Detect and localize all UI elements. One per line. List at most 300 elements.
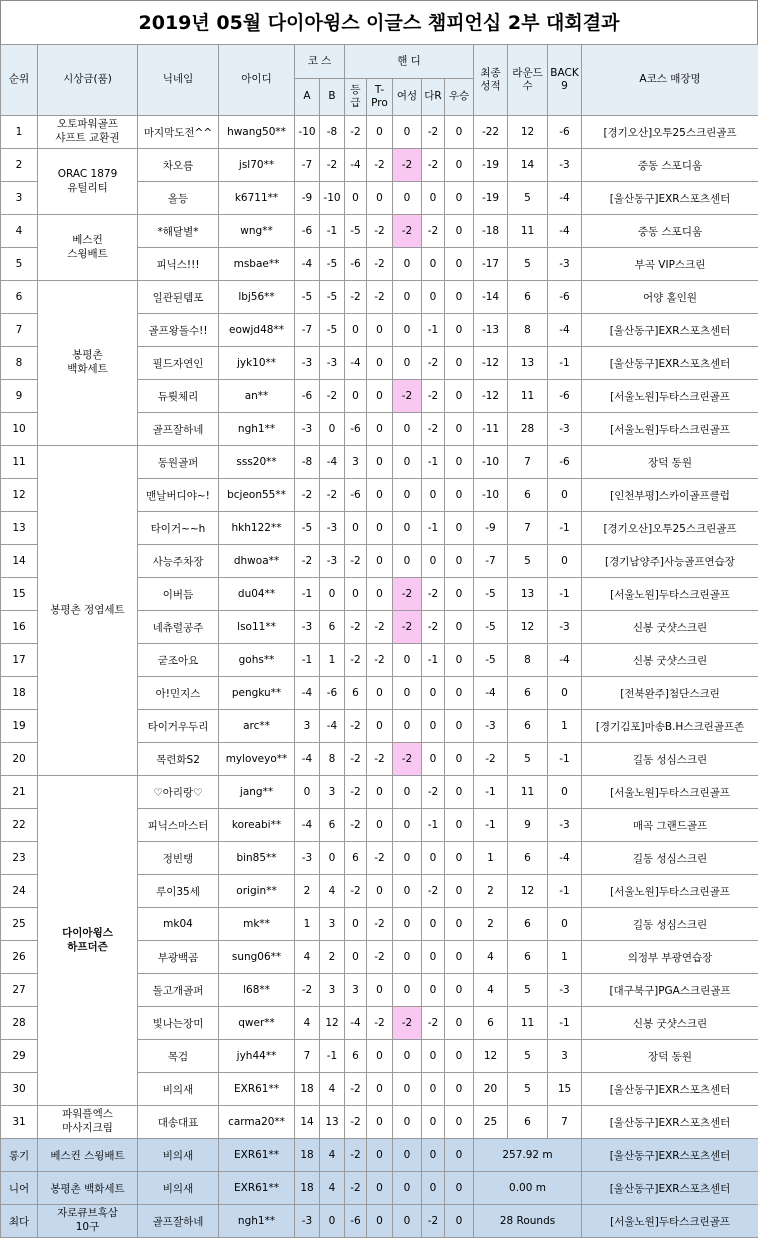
course-a-cell: 18 bbox=[295, 1073, 320, 1106]
rank-cell: 31 bbox=[1, 1106, 38, 1139]
course-b-cell: -8 bbox=[320, 116, 345, 149]
multi-round-cell: -1 bbox=[422, 644, 445, 677]
rounds-cell: 6 bbox=[508, 281, 548, 314]
course-a-cell: 1 bbox=[295, 908, 320, 941]
course-b-cell: -3 bbox=[320, 512, 345, 545]
female-cell: 0 bbox=[393, 1172, 422, 1205]
win-cell: 0 bbox=[445, 347, 474, 380]
course-b-cell: -2 bbox=[320, 149, 345, 182]
rounds-cell: 6 bbox=[508, 1106, 548, 1139]
back9-cell: 15 bbox=[548, 1073, 582, 1106]
multi-round-cell: -1 bbox=[422, 446, 445, 479]
tpro-cell: 0 bbox=[367, 116, 393, 149]
rounds-cell: 14 bbox=[508, 149, 548, 182]
award-label-cell: 최다 bbox=[1, 1205, 38, 1238]
final-score-cell: -11 bbox=[474, 413, 508, 446]
store-cell: [서울노원]두타스크린골프 bbox=[582, 776, 758, 809]
nickname-cell: 목련화S2 bbox=[138, 743, 219, 776]
header-win: 우승 bbox=[445, 79, 474, 116]
id-cell: sung06** bbox=[219, 941, 295, 974]
tpro-cell: 0 bbox=[367, 875, 393, 908]
nickname-cell: *해달별* bbox=[138, 215, 219, 248]
id-cell: pengku** bbox=[219, 677, 295, 710]
female-cell: 0 bbox=[393, 347, 422, 380]
final-score-cell: -1 bbox=[474, 776, 508, 809]
course-b-cell: -5 bbox=[320, 281, 345, 314]
nickname-cell: 듀륏체리 bbox=[138, 380, 219, 413]
id-cell: wng** bbox=[219, 215, 295, 248]
multi-round-cell: 0 bbox=[422, 908, 445, 941]
female-cell: 0 bbox=[393, 776, 422, 809]
tpro-cell: 0 bbox=[367, 380, 393, 413]
multi-round-cell: 0 bbox=[422, 1172, 445, 1205]
course-b-cell: 4 bbox=[320, 1172, 345, 1205]
nickname-cell: 차오름 bbox=[138, 149, 219, 182]
id-cell: carma20** bbox=[219, 1106, 295, 1139]
grade-cell: -2 bbox=[345, 611, 367, 644]
multi-round-cell: 0 bbox=[422, 1040, 445, 1073]
rounds-cell: 11 bbox=[508, 1007, 548, 1040]
grade-cell: -6 bbox=[345, 479, 367, 512]
final-score-cell: -10 bbox=[474, 446, 508, 479]
course-a-cell: 4 bbox=[295, 1007, 320, 1040]
tpro-cell: 0 bbox=[367, 1106, 393, 1139]
grade-cell: -6 bbox=[345, 1205, 367, 1238]
tpro-cell: 0 bbox=[367, 1073, 393, 1106]
win-cell: 0 bbox=[445, 149, 474, 182]
id-cell: l68** bbox=[219, 974, 295, 1007]
win-cell: 0 bbox=[445, 413, 474, 446]
back9-cell: -3 bbox=[548, 809, 582, 842]
store-cell: 길동 성심스크린 bbox=[582, 842, 758, 875]
store-cell: [울산동구]EXR스포츠센터 bbox=[582, 1106, 758, 1139]
final-score-cell: -7 bbox=[474, 545, 508, 578]
store-cell: [서울노원]두타스크린골프 bbox=[582, 875, 758, 908]
course-a-cell: 7 bbox=[295, 1040, 320, 1073]
multi-round-cell: -2 bbox=[422, 1007, 445, 1040]
award-prize-cell bbox=[38, 1205, 138, 1238]
final-score-cell: -12 bbox=[474, 347, 508, 380]
prize-cell bbox=[38, 116, 138, 149]
id-cell: msbae** bbox=[219, 248, 295, 281]
grade-cell: -2 bbox=[345, 710, 367, 743]
win-cell: 0 bbox=[445, 578, 474, 611]
tpro-cell: -2 bbox=[367, 908, 393, 941]
win-cell: 0 bbox=[445, 1007, 474, 1040]
store-cell: 의정부 부광연습장 bbox=[582, 941, 758, 974]
back9-cell: -1 bbox=[548, 1007, 582, 1040]
store-cell: 신봉 굿샷스크린 bbox=[582, 1007, 758, 1040]
page-title: 2019년 05월 다이아윙스 이글스 챔피언십 2부 대회결과 bbox=[0, 0, 758, 44]
store-cell: [울산동구]EXR스포츠센터 bbox=[582, 1073, 758, 1106]
multi-round-cell: 0 bbox=[422, 479, 445, 512]
header-multi-round: 다R bbox=[422, 79, 445, 116]
multi-round-cell: -1 bbox=[422, 314, 445, 347]
tpro-cell: -2 bbox=[367, 248, 393, 281]
tpro-cell: -2 bbox=[367, 941, 393, 974]
store-cell: 신봉 굿샷스크린 bbox=[582, 611, 758, 644]
course-a-cell: -3 bbox=[295, 413, 320, 446]
course-a-cell: -1 bbox=[295, 644, 320, 677]
course-b-cell: 2 bbox=[320, 941, 345, 974]
rounds-cell: 6 bbox=[508, 677, 548, 710]
back9-cell: 0 bbox=[548, 545, 582, 578]
female-cell: 0 bbox=[393, 446, 422, 479]
grade-cell: 3 bbox=[345, 446, 367, 479]
final-score-cell: -5 bbox=[474, 578, 508, 611]
id-cell: EXR61** bbox=[219, 1139, 295, 1172]
back9-cell: 0 bbox=[548, 479, 582, 512]
final-score-cell: -19 bbox=[474, 149, 508, 182]
multi-round-cell: 0 bbox=[422, 545, 445, 578]
course-a-cell: -2 bbox=[295, 974, 320, 1007]
multi-round-cell: 0 bbox=[422, 941, 445, 974]
course-b-cell: -1 bbox=[320, 1040, 345, 1073]
table-row bbox=[1, 116, 758, 149]
female-cell: 0 bbox=[393, 1073, 422, 1106]
final-score-cell: 1 bbox=[474, 842, 508, 875]
tpro-cell: 0 bbox=[367, 545, 393, 578]
rounds-cell: 8 bbox=[508, 644, 548, 677]
rank-cell: 23 bbox=[1, 842, 38, 875]
prize-cell bbox=[38, 776, 138, 1106]
multi-round-cell: 0 bbox=[422, 710, 445, 743]
rank-cell: 27 bbox=[1, 974, 38, 1007]
course-b-cell: 0 bbox=[320, 413, 345, 446]
course-a-cell: -5 bbox=[295, 512, 320, 545]
rank-cell: 7 bbox=[1, 314, 38, 347]
nickname-cell: 정빈탱 bbox=[138, 842, 219, 875]
course-a-cell: -8 bbox=[295, 446, 320, 479]
multi-round-cell: -2 bbox=[422, 578, 445, 611]
back9-cell: 3 bbox=[548, 1040, 582, 1073]
grade-cell: 0 bbox=[345, 578, 367, 611]
id-cell: sss20** bbox=[219, 446, 295, 479]
course-b-cell: -5 bbox=[320, 248, 345, 281]
nickname-cell: 동원골퍼 bbox=[138, 446, 219, 479]
award-prize-cell: 봉평촌 백화세트 bbox=[38, 1172, 138, 1205]
win-cell: 0 bbox=[445, 1040, 474, 1073]
id-cell: hwang50** bbox=[219, 116, 295, 149]
course-b-cell: 8 bbox=[320, 743, 345, 776]
grade-cell: 0 bbox=[345, 314, 367, 347]
rank-cell: 14 bbox=[1, 545, 38, 578]
course-b-cell: -2 bbox=[320, 380, 345, 413]
header-prize: 시상금(품) bbox=[38, 45, 138, 116]
id-cell: myloveyo** bbox=[219, 743, 295, 776]
final-score-cell: 4 bbox=[474, 974, 508, 1007]
nickname-cell: 목검 bbox=[138, 1040, 219, 1073]
award-label-cell: 니어 bbox=[1, 1172, 38, 1205]
back9-cell: -3 bbox=[548, 974, 582, 1007]
store-cell: [울산동구]EXR스포츠센터 bbox=[582, 314, 758, 347]
grade-cell: -2 bbox=[345, 1139, 367, 1172]
multi-round-cell: -2 bbox=[422, 875, 445, 908]
course-a-cell: 4 bbox=[295, 941, 320, 974]
rounds-cell: 12 bbox=[508, 611, 548, 644]
award-prize-text: 자로큐브흑삼 bbox=[57, 1207, 118, 1219]
back9-cell: -6 bbox=[548, 281, 582, 314]
course-b-cell: 0 bbox=[320, 842, 345, 875]
id-cell: bin85** bbox=[219, 842, 295, 875]
back9-cell: -1 bbox=[548, 875, 582, 908]
multi-round-cell: 0 bbox=[422, 677, 445, 710]
female-cell: 0 bbox=[393, 1205, 422, 1238]
rank-cell: 11 bbox=[1, 446, 38, 479]
course-a-cell: -6 bbox=[295, 215, 320, 248]
win-cell: 0 bbox=[445, 1205, 474, 1238]
nickname-cell: 피닉스!!! bbox=[138, 248, 219, 281]
grade-cell: -2 bbox=[345, 1172, 367, 1205]
nickname-cell: 비의새 bbox=[138, 1073, 219, 1106]
header-final: 최종 성적 bbox=[474, 45, 508, 116]
female-cell: 0 bbox=[393, 1106, 422, 1139]
grade-cell: -6 bbox=[345, 248, 367, 281]
nickname-cell: 맨날버디야~! bbox=[138, 479, 219, 512]
win-cell: 0 bbox=[445, 776, 474, 809]
final-score-cell: -5 bbox=[474, 644, 508, 677]
nickname-cell: 네츄럴공주 bbox=[138, 611, 219, 644]
course-b-cell: 4 bbox=[320, 875, 345, 908]
grade-cell: 6 bbox=[345, 842, 367, 875]
nickname-cell: 필드자연인 bbox=[138, 347, 219, 380]
award-prize-text: 10구 bbox=[76, 1221, 100, 1233]
course-b-cell: 3 bbox=[320, 776, 345, 809]
rank-cell: 8 bbox=[1, 347, 38, 380]
header-store: A코스 매장명 bbox=[582, 45, 758, 116]
rounds-cell: 6 bbox=[508, 842, 548, 875]
rounds-cell: 6 bbox=[508, 710, 548, 743]
back9-cell: 1 bbox=[548, 710, 582, 743]
nickname-cell: 굳조아요 bbox=[138, 644, 219, 677]
store-cell: 장덕 동원 bbox=[582, 1040, 758, 1073]
course-a-cell: 14 bbox=[295, 1106, 320, 1139]
win-cell: 0 bbox=[445, 1073, 474, 1106]
rank-cell: 29 bbox=[1, 1040, 38, 1073]
back9-cell: -4 bbox=[548, 215, 582, 248]
win-cell: 0 bbox=[445, 380, 474, 413]
rank-cell: 20 bbox=[1, 743, 38, 776]
header-rounds: 라운드 수 bbox=[508, 45, 548, 116]
store-cell: 중동 스포디움 bbox=[582, 215, 758, 248]
rounds-cell: 11 bbox=[508, 776, 548, 809]
nickname-cell: 골프잘하네 bbox=[138, 413, 219, 446]
tpro-cell: 0 bbox=[367, 776, 393, 809]
tpro-cell: 0 bbox=[367, 677, 393, 710]
table-row bbox=[1, 446, 758, 479]
course-b-cell: -2 bbox=[320, 479, 345, 512]
prize-text: 마사지크림 bbox=[62, 1122, 113, 1134]
final-score-cell: -17 bbox=[474, 248, 508, 281]
multi-round-cell: -1 bbox=[422, 512, 445, 545]
grade-cell: 0 bbox=[345, 380, 367, 413]
female-cell: 0 bbox=[393, 281, 422, 314]
back9-cell: -3 bbox=[548, 413, 582, 446]
course-a-cell: -2 bbox=[295, 479, 320, 512]
final-score-cell: -12 bbox=[474, 380, 508, 413]
female-cell: 0 bbox=[393, 644, 422, 677]
win-cell: 0 bbox=[445, 710, 474, 743]
course-b-cell: 6 bbox=[320, 809, 345, 842]
tpro-cell: 0 bbox=[367, 578, 393, 611]
course-b-cell: 6 bbox=[320, 611, 345, 644]
grade-cell: -5 bbox=[345, 215, 367, 248]
store-cell: [경기오산]오투25스크린골프 bbox=[582, 116, 758, 149]
female-cell: 0 bbox=[393, 479, 422, 512]
final-score-cell: -18 bbox=[474, 215, 508, 248]
id-cell: EXR61** bbox=[219, 1073, 295, 1106]
course-a-cell: -4 bbox=[295, 809, 320, 842]
course-b-cell: 12 bbox=[320, 1007, 345, 1040]
prize-cell bbox=[38, 1106, 138, 1139]
multi-round-cell: -2 bbox=[422, 776, 445, 809]
prize-text: 봉평촌 bbox=[72, 349, 102, 361]
course-b-cell: 4 bbox=[320, 1073, 345, 1106]
grade-cell: 6 bbox=[345, 1040, 367, 1073]
store-cell: [경기김포]마송B.H스크린골프존 bbox=[582, 710, 758, 743]
prize-text: 봉평촌 정염세트 bbox=[50, 604, 124, 616]
header-tpro: T- Pro bbox=[367, 79, 393, 116]
id-cell: qwer** bbox=[219, 1007, 295, 1040]
nickname-cell: 대송대표 bbox=[138, 1106, 219, 1139]
win-cell: 0 bbox=[445, 677, 474, 710]
tpro-cell: 0 bbox=[367, 347, 393, 380]
rank-cell: 6 bbox=[1, 281, 38, 314]
female-cell: 0 bbox=[393, 1139, 422, 1172]
grade-cell: -4 bbox=[345, 347, 367, 380]
grade-cell: -4 bbox=[345, 1007, 367, 1040]
tpro-cell: -2 bbox=[367, 644, 393, 677]
win-cell: 0 bbox=[445, 974, 474, 1007]
store-cell: [인천부평]스카이골프클럽 bbox=[582, 479, 758, 512]
id-cell: koreabi** bbox=[219, 809, 295, 842]
win-cell: 0 bbox=[445, 215, 474, 248]
store-cell: 어양 홀인원 bbox=[582, 281, 758, 314]
rounds-cell: 5 bbox=[508, 182, 548, 215]
id-cell: jsl70** bbox=[219, 149, 295, 182]
nickname-cell: 올등 bbox=[138, 182, 219, 215]
nickname-cell: 비의새 bbox=[138, 1139, 219, 1172]
final-score-cell: -4 bbox=[474, 677, 508, 710]
tpro-cell: 0 bbox=[367, 809, 393, 842]
rank-cell: 2 bbox=[1, 149, 38, 182]
rounds-cell: 6 bbox=[508, 941, 548, 974]
female-cell: 0 bbox=[393, 710, 422, 743]
back9-cell: -6 bbox=[548, 446, 582, 479]
course-a-cell: -4 bbox=[295, 743, 320, 776]
grade-cell: -2 bbox=[345, 545, 367, 578]
tpro-cell: 0 bbox=[367, 413, 393, 446]
award-result-cell: 0.00 m bbox=[474, 1172, 582, 1205]
rank-cell: 3 bbox=[1, 182, 38, 215]
course-b-cell: -5 bbox=[320, 314, 345, 347]
back9-cell: -1 bbox=[548, 743, 582, 776]
id-cell: lbj56** bbox=[219, 281, 295, 314]
special-award-row bbox=[1, 1172, 758, 1205]
id-cell: ngh1** bbox=[219, 413, 295, 446]
nickname-cell: 타이거우두리 bbox=[138, 710, 219, 743]
store-cell: [서울노원]두타스크린골프 bbox=[582, 380, 758, 413]
final-score-cell: -13 bbox=[474, 314, 508, 347]
female-cell: 0 bbox=[393, 677, 422, 710]
win-cell: 0 bbox=[445, 644, 474, 677]
course-b-cell: 0 bbox=[320, 578, 345, 611]
final-score-cell: 25 bbox=[474, 1106, 508, 1139]
store-cell: 길동 성심스크린 bbox=[582, 908, 758, 941]
rounds-cell: 28 bbox=[508, 413, 548, 446]
header-grade: 등 급 bbox=[345, 79, 367, 116]
course-a-cell: -3 bbox=[295, 347, 320, 380]
id-cell: gohs** bbox=[219, 644, 295, 677]
back9-cell: -1 bbox=[548, 512, 582, 545]
course-b-cell: 13 bbox=[320, 1106, 345, 1139]
grade-cell: -2 bbox=[345, 875, 367, 908]
female-cell: 0 bbox=[393, 413, 422, 446]
id-cell: eowjd48** bbox=[219, 314, 295, 347]
rounds-cell: 13 bbox=[508, 347, 548, 380]
rank-cell: 16 bbox=[1, 611, 38, 644]
table-row bbox=[1, 1106, 758, 1139]
tpro-cell: -2 bbox=[367, 743, 393, 776]
back9-cell: -4 bbox=[548, 842, 582, 875]
id-cell: arc** bbox=[219, 710, 295, 743]
header-female: 여성 bbox=[393, 79, 422, 116]
course-a-cell: -3 bbox=[295, 842, 320, 875]
win-cell: 0 bbox=[445, 281, 474, 314]
prize-text: 베스컨 bbox=[72, 234, 102, 246]
tpro-cell: 0 bbox=[367, 446, 393, 479]
course-b-cell: -4 bbox=[320, 710, 345, 743]
multi-round-cell: 0 bbox=[422, 1139, 445, 1172]
course-b-cell: 3 bbox=[320, 974, 345, 1007]
final-score-cell: -14 bbox=[474, 281, 508, 314]
multi-round-cell: -2 bbox=[422, 215, 445, 248]
grade-cell: 0 bbox=[345, 941, 367, 974]
final-score-cell: -10 bbox=[474, 479, 508, 512]
grade-cell: -2 bbox=[345, 1073, 367, 1106]
store-cell: 길동 성심스크린 bbox=[582, 743, 758, 776]
prize-cell bbox=[38, 149, 138, 215]
course-a-cell: -3 bbox=[295, 1205, 320, 1238]
grade-cell: 6 bbox=[345, 677, 367, 710]
female-cell: -2 bbox=[393, 149, 422, 182]
female-cell: 0 bbox=[393, 182, 422, 215]
header-nickname: 닉네임 bbox=[138, 45, 219, 116]
id-cell: mk** bbox=[219, 908, 295, 941]
rounds-cell: 6 bbox=[508, 908, 548, 941]
back9-cell: 1 bbox=[548, 941, 582, 974]
header-course: 코 스 bbox=[295, 45, 345, 79]
store-cell: [대구북구]PGA스크린골프 bbox=[582, 974, 758, 1007]
rank-cell: 21 bbox=[1, 776, 38, 809]
multi-round-cell: 0 bbox=[422, 281, 445, 314]
store-cell: [경기오산]오투25스크린골프 bbox=[582, 512, 758, 545]
final-score-cell: 12 bbox=[474, 1040, 508, 1073]
course-a-cell: -7 bbox=[295, 149, 320, 182]
female-cell: -2 bbox=[393, 1007, 422, 1040]
female-cell: 0 bbox=[393, 842, 422, 875]
win-cell: 0 bbox=[445, 809, 474, 842]
nickname-cell: 일관된템포 bbox=[138, 281, 219, 314]
rank-cell: 19 bbox=[1, 710, 38, 743]
win-cell: 0 bbox=[445, 743, 474, 776]
special-award-row bbox=[1, 1139, 758, 1172]
tpro-cell: 0 bbox=[367, 974, 393, 1007]
final-score-cell: -1 bbox=[474, 809, 508, 842]
rank-cell: 15 bbox=[1, 578, 38, 611]
female-cell: -2 bbox=[393, 215, 422, 248]
back9-cell: -3 bbox=[548, 149, 582, 182]
